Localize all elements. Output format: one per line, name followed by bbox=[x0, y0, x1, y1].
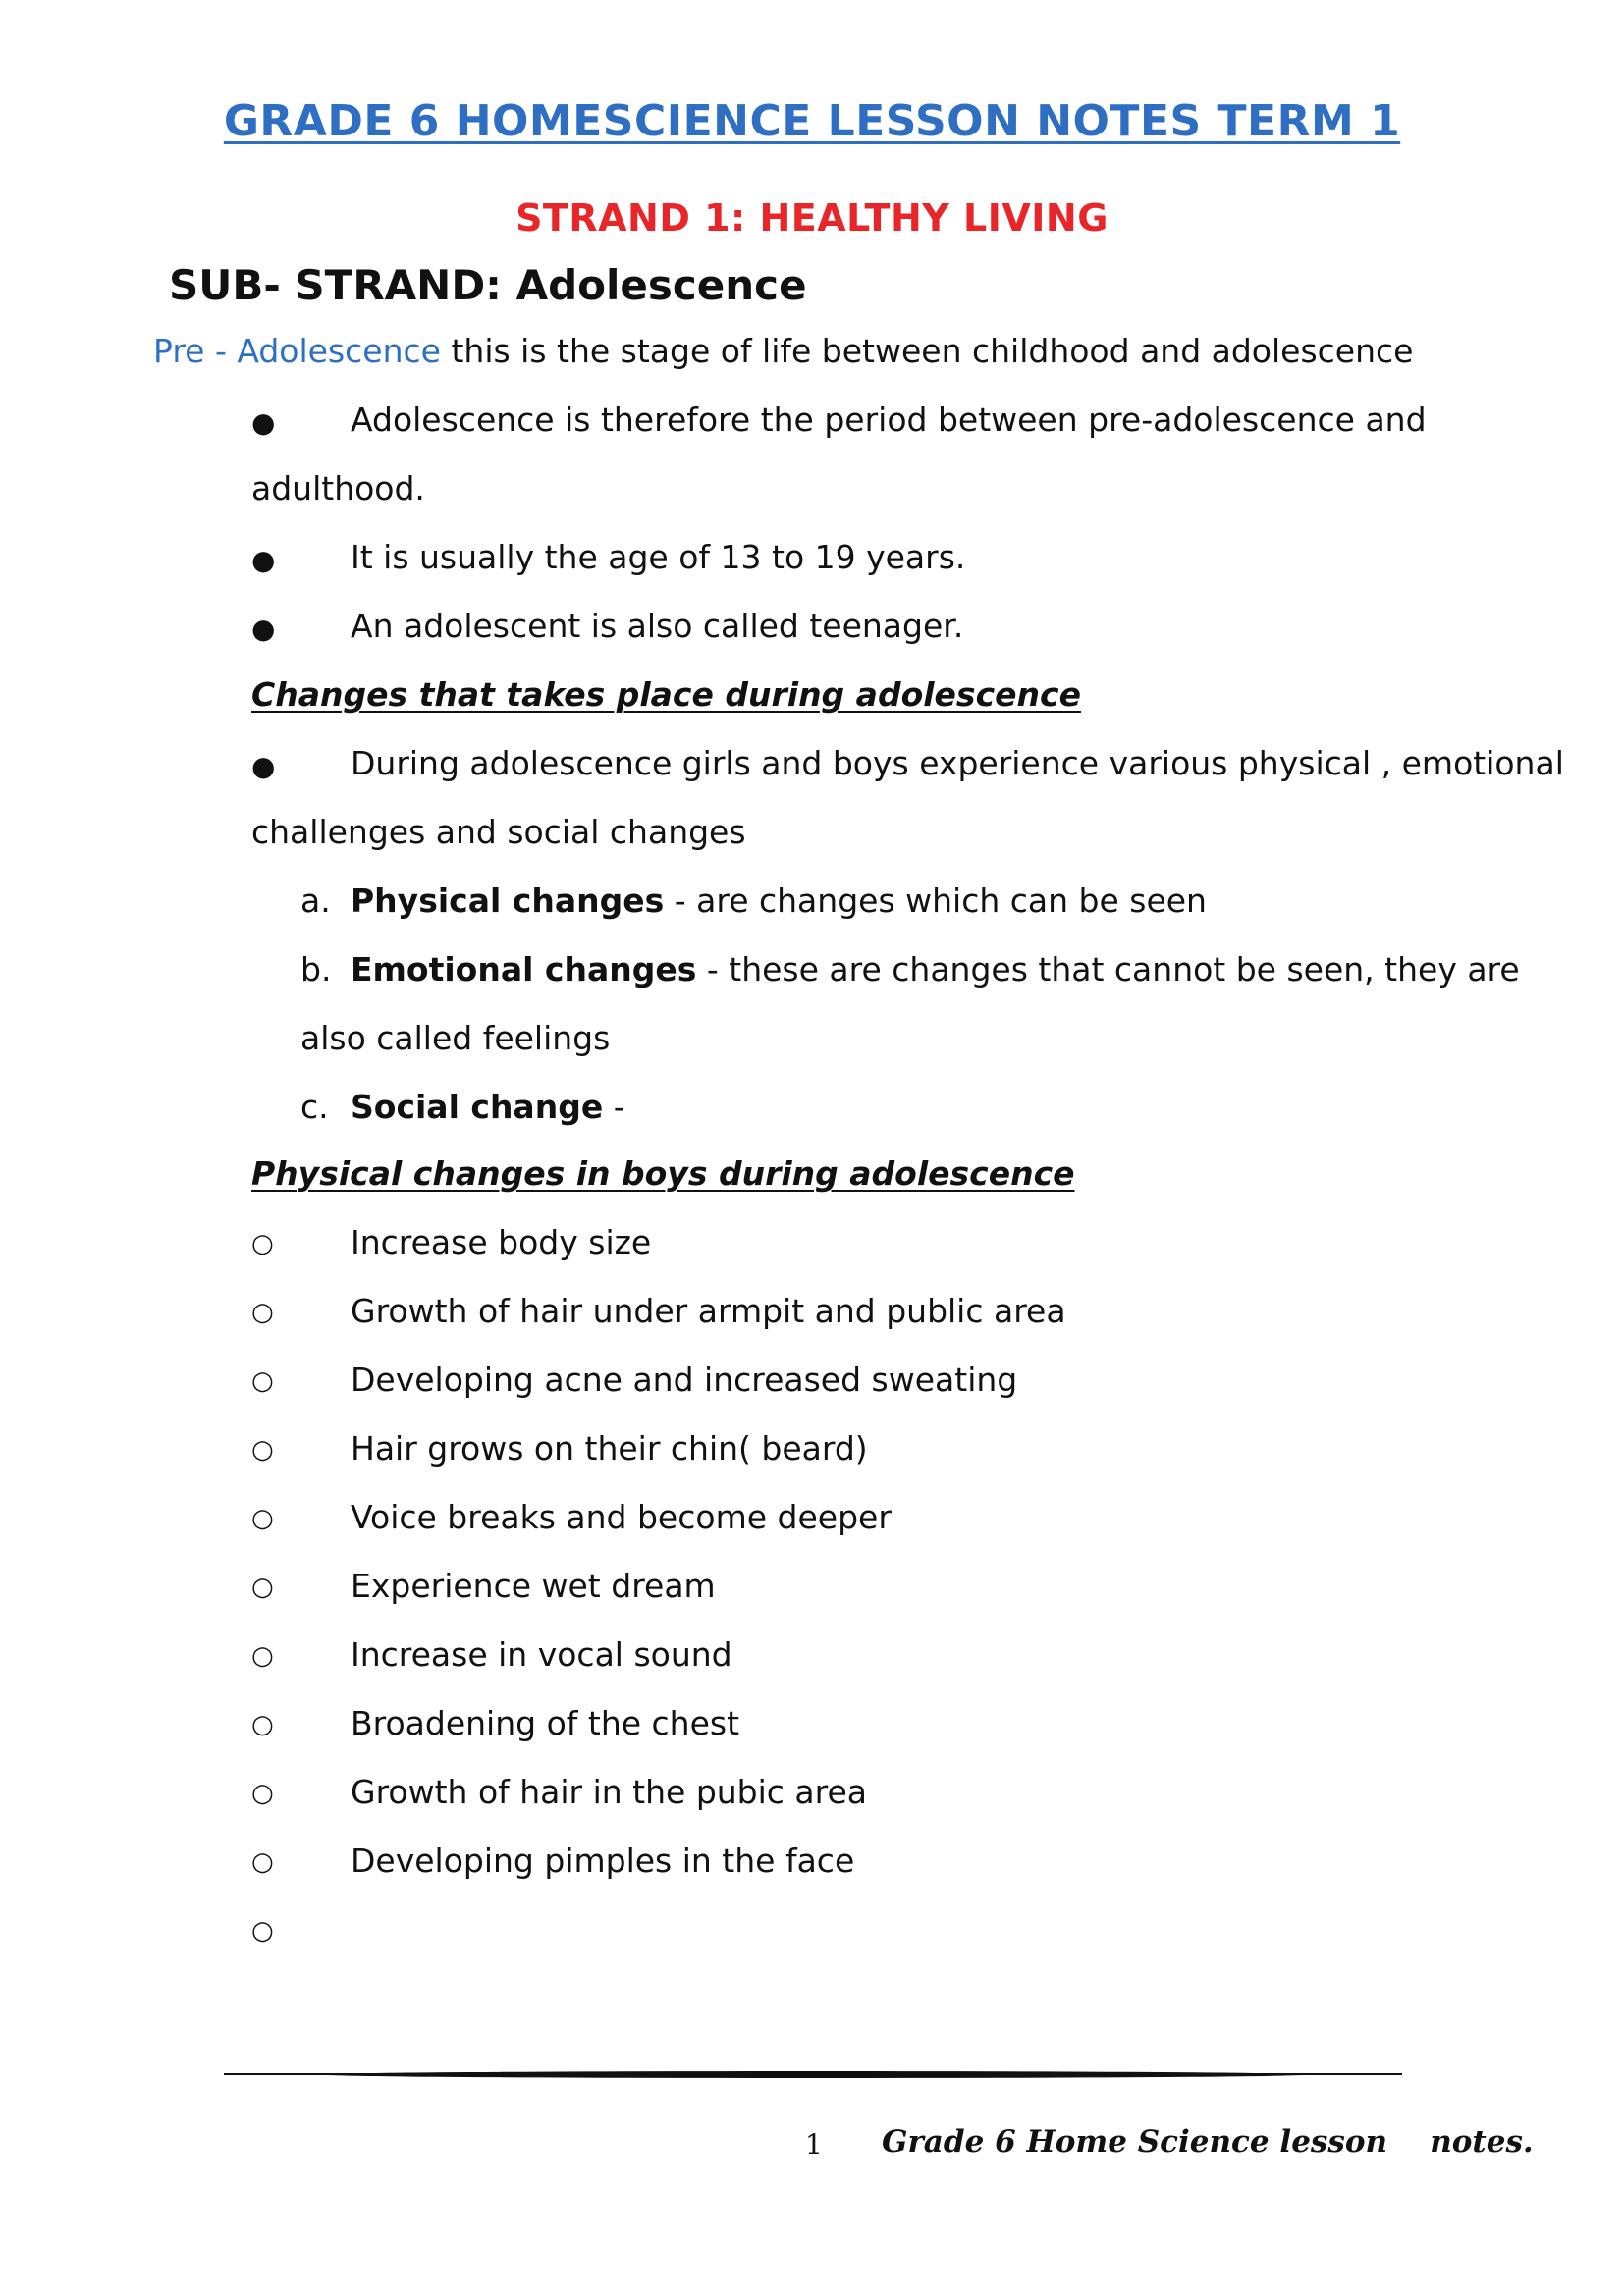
list-text: - bbox=[603, 1088, 625, 1126]
list-item: Growth of hair under armpit and public area bbox=[351, 1292, 1066, 1330]
list-item: Developing pimples in the face bbox=[351, 1842, 855, 1880]
list-marker-a: a. bbox=[300, 881, 331, 920]
circle-bullet-icon: ○ bbox=[251, 1435, 274, 1465]
bullet-dot-icon: ● bbox=[251, 544, 276, 576]
list-item-physical bbox=[351, 881, 1207, 921]
changes-bullet-text: During adolescence girls and boys experience various physical , emotional bbox=[351, 744, 1564, 782]
changes-bullet-continuation: challenges and social changes bbox=[251, 813, 746, 851]
intro-paragraph bbox=[153, 332, 1413, 371]
list-marker-b: b. bbox=[300, 950, 332, 988]
circle-bullet-icon: ○ bbox=[251, 1710, 274, 1739]
list-item: Developing acne and increased sweating bbox=[351, 1361, 1018, 1399]
list-item: Hair grows on their chin( beard) bbox=[351, 1429, 868, 1468]
circle-bullet-icon: ○ bbox=[251, 1847, 274, 1877]
bullet-text-continuation: adulthood. bbox=[251, 469, 425, 507]
circle-bullet-icon: ○ bbox=[251, 1641, 274, 1671]
strand-heading: STRAND 1: HEALTHY LIVING bbox=[515, 196, 1109, 240]
circle-bullet-icon: ○ bbox=[251, 1298, 274, 1327]
circle-bullet-icon: ○ bbox=[251, 1229, 274, 1258]
intro-definition: this is the stage of life between childhood and adolescence bbox=[440, 332, 1414, 370]
changes-heading: Changes that takes place during adolescence bbox=[251, 675, 1081, 714]
list-item: Voice breaks and become deeper bbox=[351, 1498, 892, 1536]
bullet-text: Adolescence is therefore the period between pre-adolescence and bbox=[351, 400, 1427, 439]
list-item: Growth of hair in the pubic area bbox=[351, 1773, 868, 1811]
substrand-heading: SUB- STRAND: Adolescence bbox=[169, 261, 807, 309]
list-item-emotional bbox=[351, 950, 1520, 989]
list-item: Broadening of the chest bbox=[351, 1704, 740, 1742]
list-item: Increase body size bbox=[351, 1223, 652, 1261]
page-number: 1 bbox=[805, 2128, 823, 2161]
list-item: Experience wet dream bbox=[351, 1567, 716, 1605]
intro-term: Pre - Adolescence bbox=[153, 332, 441, 370]
page-title: GRADE 6 HOMESCIENCE LESSON NOTES TERM 1 bbox=[223, 96, 1401, 146]
list-marker-c: c. bbox=[300, 1088, 329, 1126]
list-term: Social change bbox=[351, 1088, 604, 1126]
footer-text: Grade 6 Home Science lesson notes. bbox=[882, 2124, 1534, 2160]
list-item-social bbox=[351, 1088, 625, 1127]
bullet-dot-icon: ● bbox=[251, 750, 276, 782]
list-item-emotional-continuation: also called feelings bbox=[300, 1019, 611, 1057]
bullet-dot-icon: ● bbox=[251, 613, 276, 645]
bullet-text: It is usually the age of 13 to 19 years. bbox=[351, 538, 966, 576]
circle-bullet-icon: ○ bbox=[251, 1366, 274, 1396]
list-item: Increase in vocal sound bbox=[351, 1635, 732, 1674]
circle-bullet-icon: ○ bbox=[251, 1504, 274, 1533]
list-term: Physical changes bbox=[351, 881, 665, 920]
list-text: - are changes which can be seen bbox=[664, 881, 1207, 920]
bullet-text: An adolescent is also called teenager. bbox=[351, 607, 964, 645]
circle-bullet-icon: ○ bbox=[251, 1779, 274, 1808]
circle-bullet-icon: ○ bbox=[251, 1916, 274, 1946]
list-text: - these are changes that cannot be seen, they are bbox=[696, 950, 1520, 988]
circle-bullet-icon: ○ bbox=[251, 1573, 274, 1602]
bullet-dot-icon: ● bbox=[251, 406, 276, 439]
boys-changes-heading: Physical changes in boys during adolescence bbox=[251, 1154, 1075, 1193]
footer-divider-thick bbox=[324, 2071, 1306, 2078]
list-term: Emotional changes bbox=[351, 950, 697, 988]
